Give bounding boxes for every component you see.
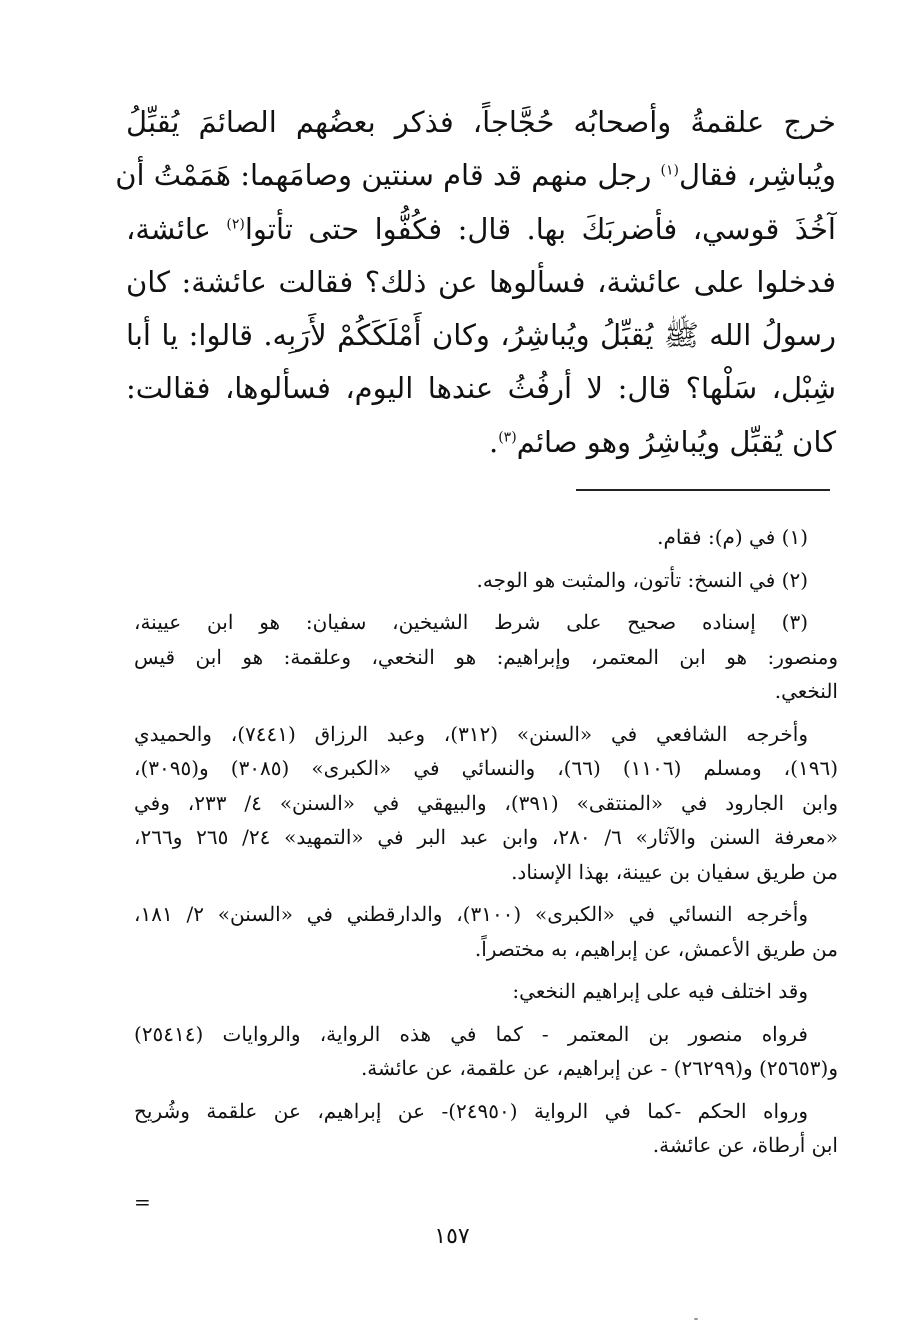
footnote-paragraph-5	[134, 1094, 838, 1163]
page-number: ١٥٧	[434, 1224, 470, 1249]
footnote-1-line: (١) في (م): فقام.	[657, 525, 808, 549]
footnote-para1-line-2: (١٩٦)، ومسلم (١١٠٦) (٦٦)، والنسائي في «الكبرى» (٣٠٨٥) و(٣٠٩٥)،	[134, 756, 838, 780]
footnote-3-line-2: ومنصور: هو ابن المعتمر، وإبراهيم: هو النخعي، وعلقمة: هو ابن قيس	[134, 644, 838, 669]
main-line-7-period: .	[488, 424, 499, 459]
main-line-6: شِبْل، سَلْها؟ قال: لا أرفُثُ عندها اليوم، فسألوها، فقالت:	[126, 371, 836, 406]
main-line-4: فدخلوا على عائشة، فسألوها عن ذلك؟ فقالت عائشة: كان	[126, 264, 836, 299]
footnote-para4-line-2: و(٢٥٦٥٣) و(٢٦٢٩٩) - عن إبراهيم، عن علقمة، عن عائشة.	[360, 1056, 838, 1080]
main-line-1: خرج علقمةُ وأصحابُه حُجَّاجاً، فذكر بعضُهم الصائمَ يُقبِّلُ	[126, 105, 836, 139]
footnote-para5-line-2: ابن أرطاة، عن عائشة.	[652, 1133, 838, 1157]
scan-speck	[694, 1318, 698, 1320]
footnote-paragraph-3	[134, 974, 838, 1009]
footnote-marker-1: (١)	[660, 162, 680, 179]
footnote-paragraph-4	[134, 1017, 838, 1086]
main-line-2-part-b: رجل منهم قد قام سنتين وصامَهما: هَمَمْتُ أن	[115, 158, 661, 193]
main-text	[115, 96, 836, 469]
footnote-2-line: (٢) في النسخ: تأتون، والمثبت هو الوجه.	[476, 567, 808, 592]
main-line-5: رسولُ الله ﷺ يُقبِّلُ ويُباشِرُ، وكان أَمْلَكَكُمْ لأَرَبِه. قالوا: يا أبا	[126, 318, 836, 353]
footnote-marker-2: (٢)	[226, 215, 245, 232]
footnote-3-line-3: النخعي.	[774, 679, 838, 703]
footnote-para1-line-5: من طريق سفيان بن عيينة، بهذا الإسناد.	[511, 859, 838, 884]
footnote-divider	[576, 489, 830, 491]
footnote-2	[134, 563, 838, 598]
footnote-para3-line-1: وقد اختلف فيه على إبراهيم النخعي:	[512, 979, 808, 1003]
main-line-7	[126, 416, 836, 469]
footnote-3	[134, 605, 838, 709]
footnote-paragraph-1	[134, 717, 838, 890]
footnote-para1-line-1: وأخرجه الشافعي في «السنن» (٣١٢)، وعبد الرزاق (٧٤٤١)، والحميدي	[134, 721, 808, 746]
main-line-3	[126, 203, 836, 256]
footnote-marker-3: (٣)	[498, 429, 517, 446]
continuation-mark: =	[134, 1190, 151, 1214]
footnote-3-line-1: (٣) إسناده صحيح على شرط الشيخين، سفيان: هو ابن عيينة،	[134, 610, 808, 634]
footnote-para2-line-2: من طريق الأعمش، عن إبراهيم، به مختصراً.	[474, 936, 838, 961]
footnote-para4-line-1: فرواه منصور بن المعتمر - كما في هذه الرواية، والروايات (٢٥٤١٤)	[134, 1021, 808, 1046]
footnote-paragraph-2	[134, 897, 838, 966]
footnote-para1-line-4: «معرفة السنن والآثار» ٦/ ٢٨٠، وابن عبد البر في «التمهيد» ٢٤/ ٢٦٥ و٢٦٦،	[134, 825, 838, 849]
main-line-3-part-a: آخُذَ قوسي، فأضربَكَ بها. قال: فكُفُّوا حتى تأتوا	[244, 211, 836, 246]
footnote-para2-line-1: وأخرجه النسائي في «الكبرى» (٣١٠٠)، والدارقطني في «السنن» ٢/ ١٨١،	[134, 902, 808, 926]
main-line-2-part-a: ويُباشِر، فقال	[679, 158, 836, 193]
footnote-para1-line-3: وابن الجارود في «المنتقى» (٣٩١)، والبيهقي في «السنن» ٤/ ٢٣٣، وفي	[134, 790, 838, 815]
main-line-3-part-b: عائشة،	[126, 211, 227, 246]
footnote-1	[134, 520, 838, 555]
footnote-para5-line-1: ورواه الحكم -كما في الرواية (٢٤٩٥٠)- عن إبراهيم، عن علقمة وشُريح	[134, 1098, 808, 1123]
main-line-7-text: كان يُقبِّل ويُباشِرُ وهو صائم	[516, 424, 836, 459]
main-line-2	[115, 149, 836, 202]
footnotes-section	[134, 520, 838, 1171]
